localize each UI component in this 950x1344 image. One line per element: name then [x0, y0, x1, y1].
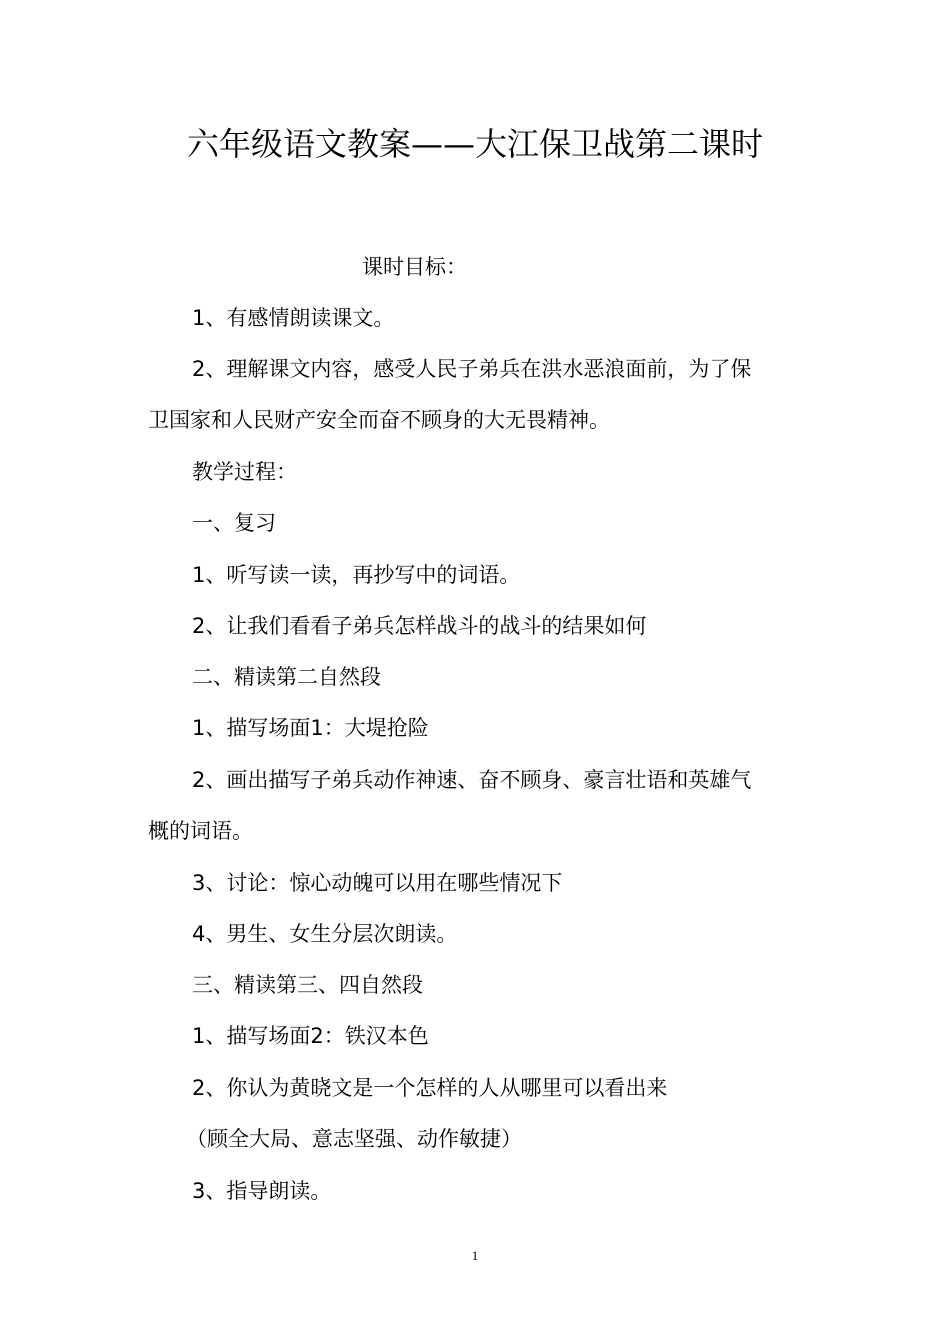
paragraph-line: 2、你认为黄晓文是一个怎样的人从哪里可以看出来: [192, 1076, 668, 1100]
paragraph-line: 卫国家和人民财产安全而奋不顾身的大无畏精神。: [148, 408, 610, 432]
paragraph-line: 2、画出描写子弟兵动作神速、奋不顾身、豪言壮语和英雄气: [192, 768, 752, 792]
paragraph-line: 1、听写读一读，再抄写中的词语。: [192, 563, 521, 587]
paragraph-line: 1、有感情朗读课文。: [192, 306, 395, 330]
paragraph-line: 1、描写场面2：铁汉本色: [192, 1024, 429, 1048]
section-heading-objectives: 课时目标：: [362, 255, 467, 279]
paragraph-line: 一、复习: [192, 511, 276, 535]
paragraph-line: （顾全大局、意志坚强、动作敏捷）: [186, 1127, 522, 1151]
paragraph-line: 2、让我们看看子弟兵怎样战斗的战斗的结果如何: [192, 614, 647, 638]
paragraph-line: 三、精读第三、四自然段: [192, 973, 423, 997]
paragraph-line: 2、理解课文内容，感受人民子弟兵在洪水恶浪面前，为了保: [192, 357, 752, 381]
page-number: 1: [471, 1248, 479, 1263]
paragraph-line: 3、指导朗读。: [192, 1179, 332, 1203]
section-heading-process: 教学过程：: [192, 460, 297, 484]
paragraph-line: 概的词语。: [148, 819, 253, 843]
document-title: 六年级语文教案——大江保卫战第二课时: [186, 125, 763, 163]
paragraph-line: 1、描写场面1：大堤抢险: [192, 716, 429, 740]
paragraph-line: 3、讨论：惊心动魄可以用在哪些情况下: [192, 871, 563, 895]
paragraph-line: 4、男生、女生分层次朗读。: [192, 922, 458, 946]
paragraph-line: 二、精读第二自然段: [192, 665, 381, 689]
